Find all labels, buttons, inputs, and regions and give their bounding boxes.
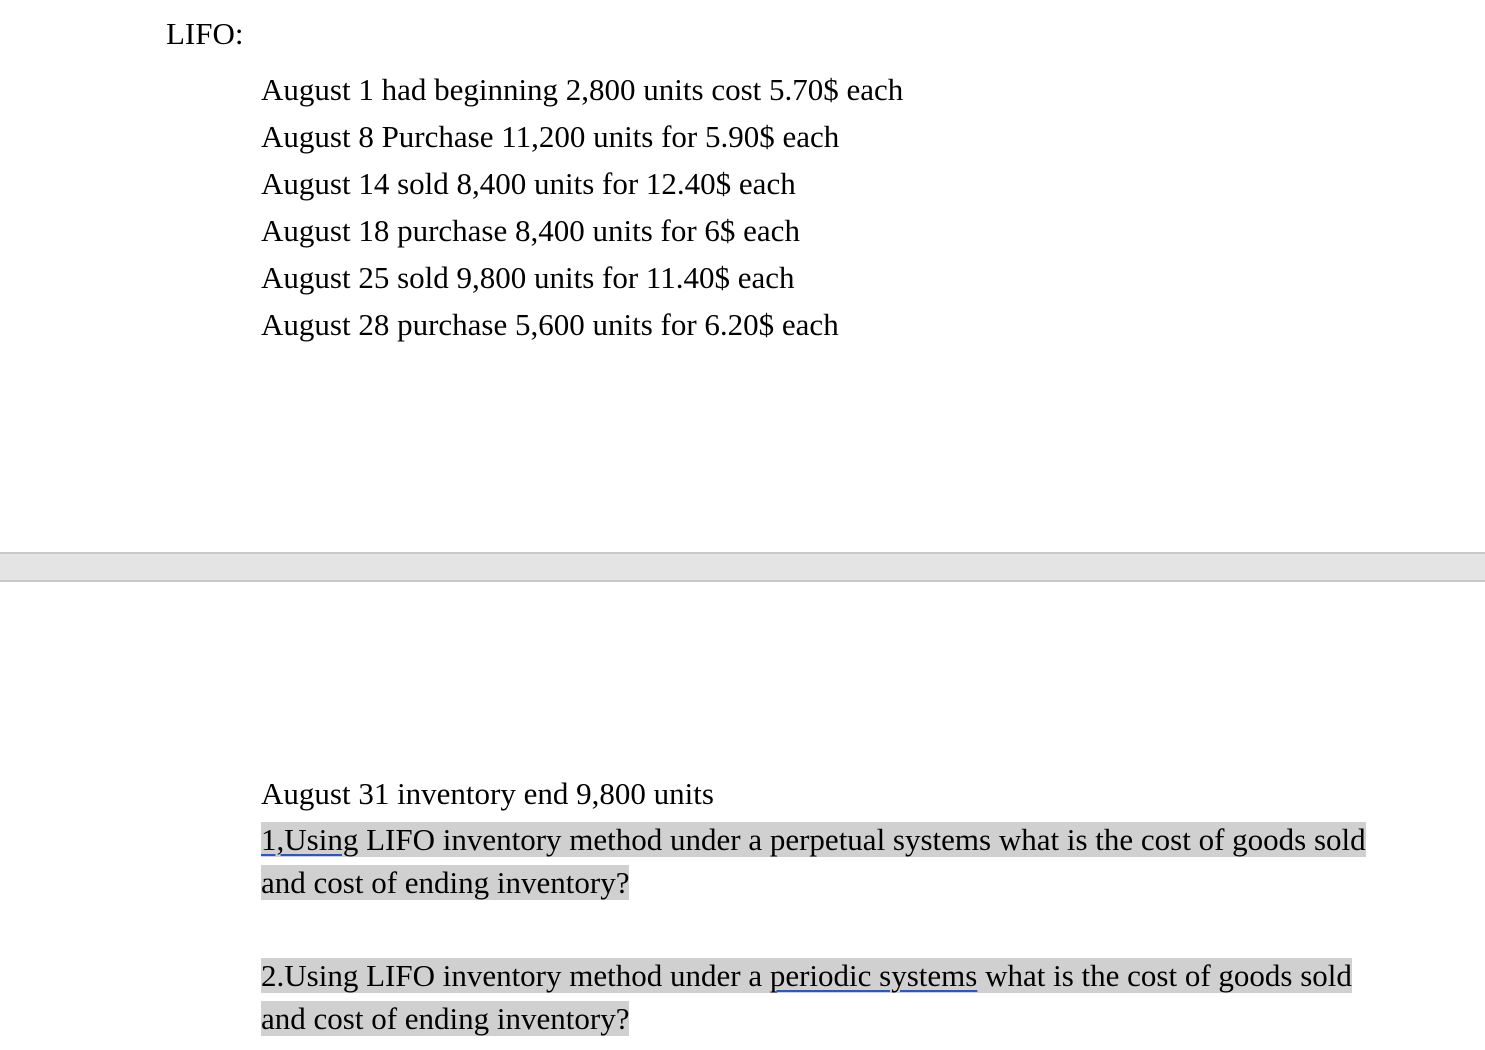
- question-2-prefix: 2.Using LIFO inventory method under a: [261, 958, 770, 993]
- spellcheck-marked-phrase[interactable]: periodic systems: [769, 958, 978, 993]
- page-break-gap: [0, 552, 1485, 582]
- question-2-text: what is the cost of goods sold: [977, 958, 1352, 993]
- transaction-line: August 14 sold 8,400 units for 12.40$ each: [261, 166, 796, 201]
- transaction-list: [261, 66, 903, 348]
- question-1-text: LIFO inventory method under a perpetual systems what is the cost of goods sold: [358, 822, 1366, 857]
- question-1-line-2: and cost of ending inventory?: [261, 865, 630, 900]
- transaction-line: August 28 purchase 5,600 units for 6.20$ each: [261, 307, 839, 342]
- section-heading: LIFO:: [166, 16, 244, 51]
- transaction-line: August 18 purchase 8,400 units for 6$ each: [261, 213, 800, 248]
- spellcheck-marked-word[interactable]: 1,Using: [261, 822, 359, 857]
- question-2-line-1: [261, 958, 1352, 993]
- transaction-line: August 1 had beginning 2,800 units cost 5.70$ each: [261, 72, 904, 107]
- question-1: [261, 818, 1366, 904]
- question-2: [261, 954, 1352, 1040]
- question-2-line-2: and cost of ending inventory?: [261, 1001, 630, 1036]
- transaction-line: August 8 Purchase 11,200 units for 5.90$ each: [261, 119, 840, 154]
- transaction-line: August 25 sold 9,800 units for 11.40$ each: [261, 260, 795, 295]
- question-1-line-1: [261, 822, 1366, 857]
- inventory-end-line: August 31 inventory end 9,800 units: [261, 776, 714, 811]
